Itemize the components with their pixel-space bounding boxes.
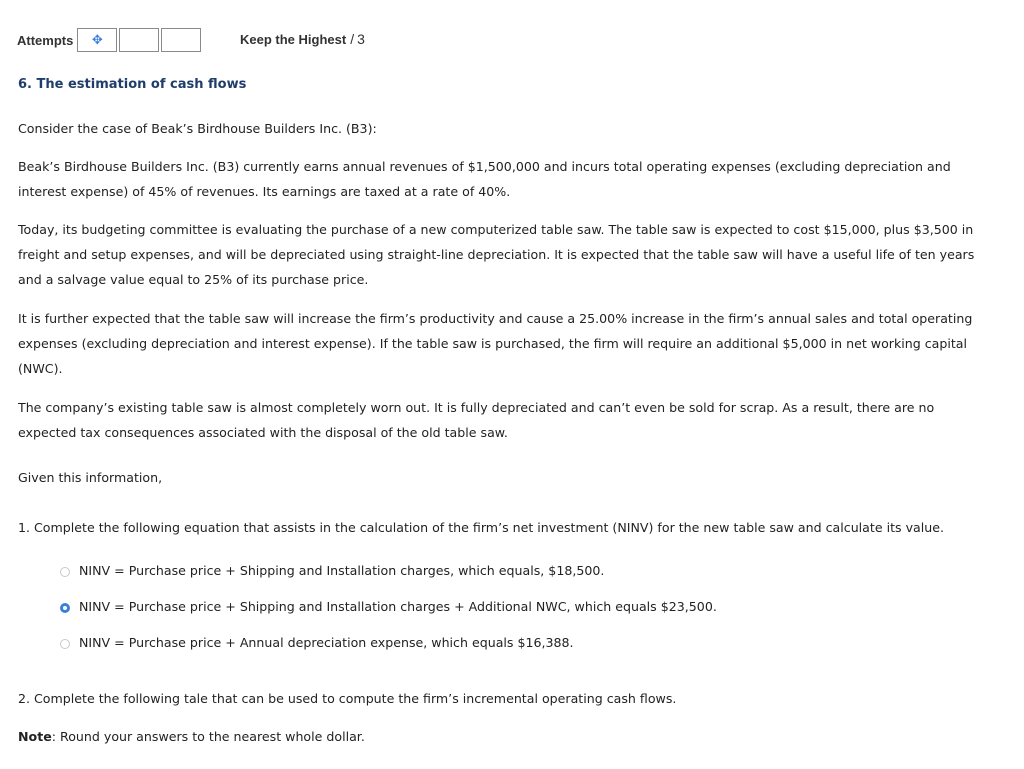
radio-option-1[interactable] — [60, 567, 70, 577]
option-row-2[interactable] — [60, 599, 717, 614]
intro-text: Consider the case of Beak’s Birdhouse Builders Inc. (B3): — [18, 121, 377, 136]
attempt-box-2 — [119, 28, 159, 52]
paragraph-productivity: It is further expected that the table saw will increase the firm’s productivity and cause a 25.00% increase in the firm’s annual sales and total operating expenses (excluding depreciation and interest expense). If the table saw is purchased, the firm will require an additional $5,000 in net working capital (NWC). — [18, 311, 973, 376]
option-2-label: NINV = Purchase price + Shipping and Installation charges + Additional NWC, which equals $23,500. — [79, 599, 717, 614]
option-row-1[interactable] — [60, 563, 604, 578]
question-title: 6. The estimation of cash flows — [18, 77, 247, 92]
paragraph-revenues: Beak’s Birdhouse Builders Inc. (B3) currently earns annual revenues of $1,500,000 and incurs total operating expenses (excluding depreciation and interest expense) of 45% of revenues. Its earnings are taxed at a rate of 40%. — [18, 159, 951, 199]
keep-highest-text: Keep the Highest — [240, 32, 347, 47]
option-1-label: NINV = Purchase price + Shipping and Installation charges, which equals, $18,500. — [79, 563, 605, 578]
option-3-label: NINV = Purchase price + Annual depreciation expense, which equals $16,388. — [79, 635, 574, 650]
question-2-text: 2. Complete the following tale that can be used to compute the firm’s incremental operating cash flows. — [18, 691, 677, 706]
attempts-bar — [17, 26, 201, 54]
attempt-box-1 — [77, 28, 117, 52]
keep-highest-label — [240, 31, 365, 47]
question-1-text: 1. Complete the following equation that assists in the calculation of the firm’s net investment (NINV) for the new table saw and calculate its value. — [18, 520, 944, 535]
max-attempts: 3 — [357, 31, 365, 47]
option-row-3[interactable] — [60, 635, 574, 650]
note-body: : Round your answers to the nearest whole dollar. — [51, 729, 365, 744]
paragraph-existing-saw: The company’s existing table saw is almost completely worn out. It is fully depreciated and can’t even be sold for scrap. As a result, there are no expected tax consequences associated with the disposal of the old table saw. — [18, 400, 935, 440]
note-label: Note — [18, 729, 52, 744]
note-text — [18, 724, 993, 749]
given-info-text: Given this information, — [18, 470, 163, 485]
attempt-box-3 — [161, 28, 201, 52]
keep-separator: / — [350, 31, 355, 47]
radio-option-2-selected[interactable] — [60, 603, 70, 613]
paragraph-table-saw: Today, its budgeting committee is evaluating the purchase of a new computerized table saw. The table saw is expected to cost $15,000, plus $3,500 in freight and setup expenses, and will be depreciated using straight-line depreciation. It is expected that the table saw will have a useful life of ten years and a salvage value equal to 25% of its purchase price. — [18, 222, 975, 287]
spinner-icon: ✥ — [91, 32, 103, 48]
attempts-label: Attempts — [17, 32, 74, 48]
radio-option-3[interactable] — [60, 639, 70, 649]
